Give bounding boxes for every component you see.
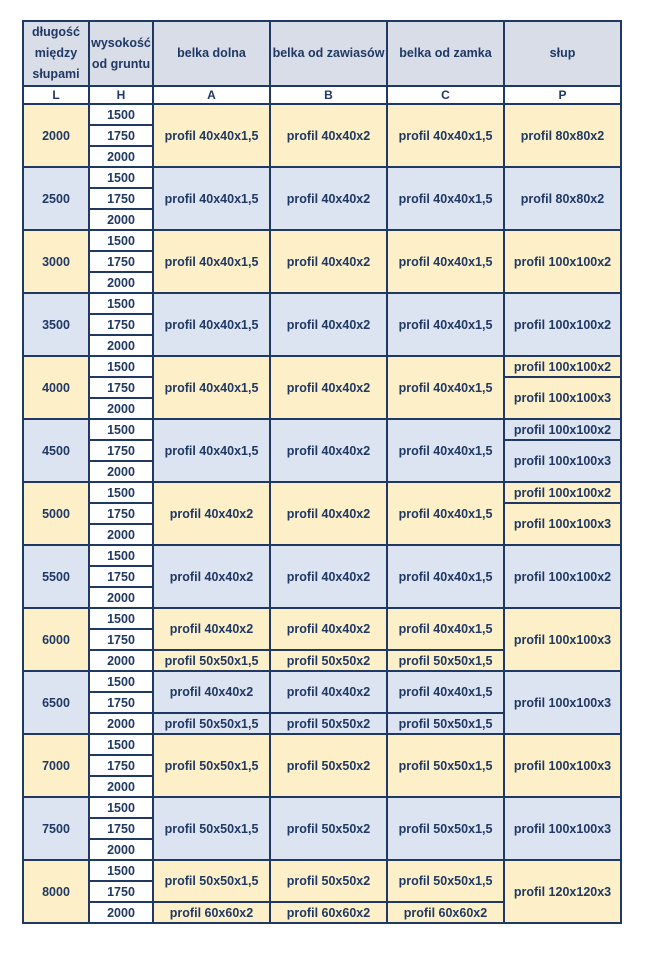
profile-spec-table bbox=[22, 20, 622, 924]
height-cell: 1750 bbox=[89, 314, 153, 335]
height-cell: 1500 bbox=[89, 797, 153, 818]
profile-cell-c: profil 50x50x1,5 bbox=[387, 860, 504, 902]
post-spacing-cell: 2000 bbox=[23, 104, 89, 167]
height-cell: 1750 bbox=[89, 692, 153, 713]
height-cell: 1500 bbox=[89, 419, 153, 440]
profile-cell-a: profil 40x40x1,5 bbox=[153, 293, 270, 356]
profile-cell-a: profil 50x50x1,5 bbox=[153, 734, 270, 797]
height-cell: 1500 bbox=[89, 104, 153, 125]
height-cell: 1750 bbox=[89, 629, 153, 650]
height-cell: 2000 bbox=[89, 272, 153, 293]
post-spacing-cell: 4000 bbox=[23, 356, 89, 419]
table-row bbox=[23, 356, 621, 377]
height-cell: 1500 bbox=[89, 545, 153, 566]
profile-cell-c: profil 40x40x1,5 bbox=[387, 545, 504, 608]
profile-cell-a: profil 50x50x1,5 bbox=[153, 713, 270, 734]
profile-cell-a: profil 50x50x1,5 bbox=[153, 860, 270, 902]
height-cell: 2000 bbox=[89, 209, 153, 230]
header-lock-beam: belka od zamka bbox=[387, 21, 504, 86]
height-cell: 1500 bbox=[89, 167, 153, 188]
profile-cell-p: profil 100x100x2 bbox=[504, 356, 621, 377]
table-row bbox=[23, 482, 621, 503]
profile-cell-a: profil 40x40x1,5 bbox=[153, 167, 270, 230]
height-cell: 2000 bbox=[89, 146, 153, 167]
table-row bbox=[23, 167, 621, 188]
profile-cell-p: profil 80x80x2 bbox=[504, 167, 621, 230]
profile-cell-b: profil 40x40x2 bbox=[270, 230, 387, 293]
height-cell: 1500 bbox=[89, 293, 153, 314]
height-cell: 2000 bbox=[89, 776, 153, 797]
height-cell: 2000 bbox=[89, 902, 153, 923]
table-row bbox=[23, 671, 621, 692]
profile-cell-p: profil 100x100x3 bbox=[504, 608, 621, 671]
profile-cell-p: profil 100x100x2 bbox=[504, 545, 621, 608]
height-cell: 1750 bbox=[89, 566, 153, 587]
post-spacing-cell: 6000 bbox=[23, 608, 89, 671]
profile-cell-b: profil 50x50x2 bbox=[270, 797, 387, 860]
profile-cell-p: profil 100x100x2 bbox=[504, 482, 621, 503]
height-cell: 1750 bbox=[89, 755, 153, 776]
height-cell: 2000 bbox=[89, 587, 153, 608]
post-spacing-cell: 6500 bbox=[23, 671, 89, 734]
post-spacing-cell: 7000 bbox=[23, 734, 89, 797]
post-spacing-cell: 8000 bbox=[23, 860, 89, 923]
profile-cell-b: profil 40x40x2 bbox=[270, 545, 387, 608]
profile-cell-p: profil 100x100x2 bbox=[504, 230, 621, 293]
profile-cell-c: profil 50x50x1,5 bbox=[387, 797, 504, 860]
profile-cell-a: profil 50x50x1,5 bbox=[153, 650, 270, 671]
post-spacing-cell: 4500 bbox=[23, 419, 89, 482]
table-row bbox=[23, 293, 621, 314]
profile-cell-a: profil 40x40x2 bbox=[153, 545, 270, 608]
post-spacing-cell: 7500 bbox=[23, 797, 89, 860]
post-spacing-cell: 2500 bbox=[23, 167, 89, 230]
profile-cell-c: profil 50x50x1,5 bbox=[387, 734, 504, 797]
profile-cell-p: profil 100x100x3 bbox=[504, 503, 621, 545]
post-spacing-cell: 5000 bbox=[23, 482, 89, 545]
height-cell: 2000 bbox=[89, 461, 153, 482]
height-cell: 1750 bbox=[89, 503, 153, 524]
height-cell: 1750 bbox=[89, 251, 153, 272]
profile-cell-a: profil 40x40x1,5 bbox=[153, 230, 270, 293]
table-body bbox=[23, 104, 621, 923]
code-b: B bbox=[270, 86, 387, 104]
height-cell: 2000 bbox=[89, 839, 153, 860]
table-row bbox=[23, 734, 621, 755]
code-c: C bbox=[387, 86, 504, 104]
height-cell: 1750 bbox=[89, 440, 153, 461]
profile-cell-c: profil 40x40x1,5 bbox=[387, 167, 504, 230]
height-cell: 1750 bbox=[89, 188, 153, 209]
profile-cell-a: profil 40x40x2 bbox=[153, 482, 270, 545]
profile-cell-b: profil 60x60x2 bbox=[270, 902, 387, 923]
height-cell: 2000 bbox=[89, 650, 153, 671]
profile-cell-c: profil 40x40x1,5 bbox=[387, 608, 504, 650]
height-cell: 2000 bbox=[89, 398, 153, 419]
height-cell: 2000 bbox=[89, 335, 153, 356]
height-cell: 1500 bbox=[89, 734, 153, 755]
profile-cell-p: profil 120x120x3 bbox=[504, 860, 621, 923]
profile-cell-c: profil 40x40x1,5 bbox=[387, 293, 504, 356]
profile-cell-b: profil 40x40x2 bbox=[270, 608, 387, 650]
profile-cell-p: profil 100x100x3 bbox=[504, 377, 621, 419]
post-spacing-cell: 3000 bbox=[23, 230, 89, 293]
profile-cell-a: profil 40x40x2 bbox=[153, 608, 270, 650]
profile-cell-b: profil 40x40x2 bbox=[270, 671, 387, 713]
profile-cell-b: profil 50x50x2 bbox=[270, 860, 387, 902]
profile-cell-c: profil 60x60x2 bbox=[387, 902, 504, 923]
height-cell: 2000 bbox=[89, 524, 153, 545]
profile-cell-c: profil 40x40x1,5 bbox=[387, 356, 504, 419]
table-row bbox=[23, 230, 621, 251]
height-cell: 1500 bbox=[89, 608, 153, 629]
profile-cell-p: profil 100x100x2 bbox=[504, 419, 621, 440]
code-h: H bbox=[89, 86, 153, 104]
profile-cell-b: profil 40x40x2 bbox=[270, 356, 387, 419]
profile-cell-a: profil 40x40x1,5 bbox=[153, 419, 270, 482]
height-cell: 1500 bbox=[89, 860, 153, 881]
header-height: wysokość od gruntu bbox=[89, 21, 153, 86]
height-cell: 1500 bbox=[89, 482, 153, 503]
table-row bbox=[23, 419, 621, 440]
header-hinge-beam: belka od zawiasów bbox=[270, 21, 387, 86]
height-cell: 1750 bbox=[89, 881, 153, 902]
profile-cell-c: profil 40x40x1,5 bbox=[387, 671, 504, 713]
profile-cell-p: profil 100x100x2 bbox=[504, 293, 621, 356]
code-l: L bbox=[23, 86, 89, 104]
table-row bbox=[23, 104, 621, 125]
profile-cell-b: profil 50x50x2 bbox=[270, 734, 387, 797]
header-bottom-beam: belka dolna bbox=[153, 21, 270, 86]
profile-cell-b: profil 50x50x2 bbox=[270, 650, 387, 671]
profile-cell-c: profil 40x40x1,5 bbox=[387, 104, 504, 167]
height-cell: 1750 bbox=[89, 125, 153, 146]
profile-cell-c: profil 40x40x1,5 bbox=[387, 482, 504, 545]
height-cell: 1750 bbox=[89, 818, 153, 839]
profile-cell-p: profil 80x80x2 bbox=[504, 104, 621, 167]
profile-cell-a: profil 50x50x1,5 bbox=[153, 797, 270, 860]
table-row bbox=[23, 545, 621, 566]
header-post: słup bbox=[504, 21, 621, 86]
profile-cell-a: profil 40x40x1,5 bbox=[153, 104, 270, 167]
profile-cell-c: profil 40x40x1,5 bbox=[387, 230, 504, 293]
profile-cell-a: profil 60x60x2 bbox=[153, 902, 270, 923]
code-p: P bbox=[504, 86, 621, 104]
profile-cell-p: profil 100x100x3 bbox=[504, 734, 621, 797]
profile-cell-b: profil 40x40x2 bbox=[270, 293, 387, 356]
profile-cell-b: profil 40x40x2 bbox=[270, 482, 387, 545]
profile-cell-p: profil 100x100x3 bbox=[504, 440, 621, 482]
post-spacing-cell: 5500 bbox=[23, 545, 89, 608]
profile-cell-a: profil 40x40x2 bbox=[153, 671, 270, 713]
post-spacing-cell: 3500 bbox=[23, 293, 89, 356]
height-cell: 1500 bbox=[89, 230, 153, 251]
profile-cell-b: profil 50x50x2 bbox=[270, 713, 387, 734]
table-row bbox=[23, 797, 621, 818]
height-cell: 1750 bbox=[89, 377, 153, 398]
table-row bbox=[23, 608, 621, 629]
column-code-row bbox=[23, 86, 621, 104]
height-cell: 2000 bbox=[89, 713, 153, 734]
header-row bbox=[23, 21, 621, 86]
profile-cell-c: profil 50x50x1,5 bbox=[387, 650, 504, 671]
height-cell: 1500 bbox=[89, 356, 153, 377]
profile-cell-a: profil 40x40x1,5 bbox=[153, 356, 270, 419]
profile-cell-c: profil 50x50x1,5 bbox=[387, 713, 504, 734]
header-post-spacing: długość między słupami bbox=[23, 21, 89, 86]
profile-cell-p: profil 100x100x3 bbox=[504, 671, 621, 734]
profile-cell-b: profil 40x40x2 bbox=[270, 167, 387, 230]
profile-cell-p: profil 100x100x3 bbox=[504, 797, 621, 860]
profile-cell-b: profil 40x40x2 bbox=[270, 419, 387, 482]
profile-cell-c: profil 40x40x1,5 bbox=[387, 419, 504, 482]
profile-cell-b: profil 40x40x2 bbox=[270, 104, 387, 167]
table-row bbox=[23, 860, 621, 881]
height-cell: 1500 bbox=[89, 671, 153, 692]
code-a: A bbox=[153, 86, 270, 104]
